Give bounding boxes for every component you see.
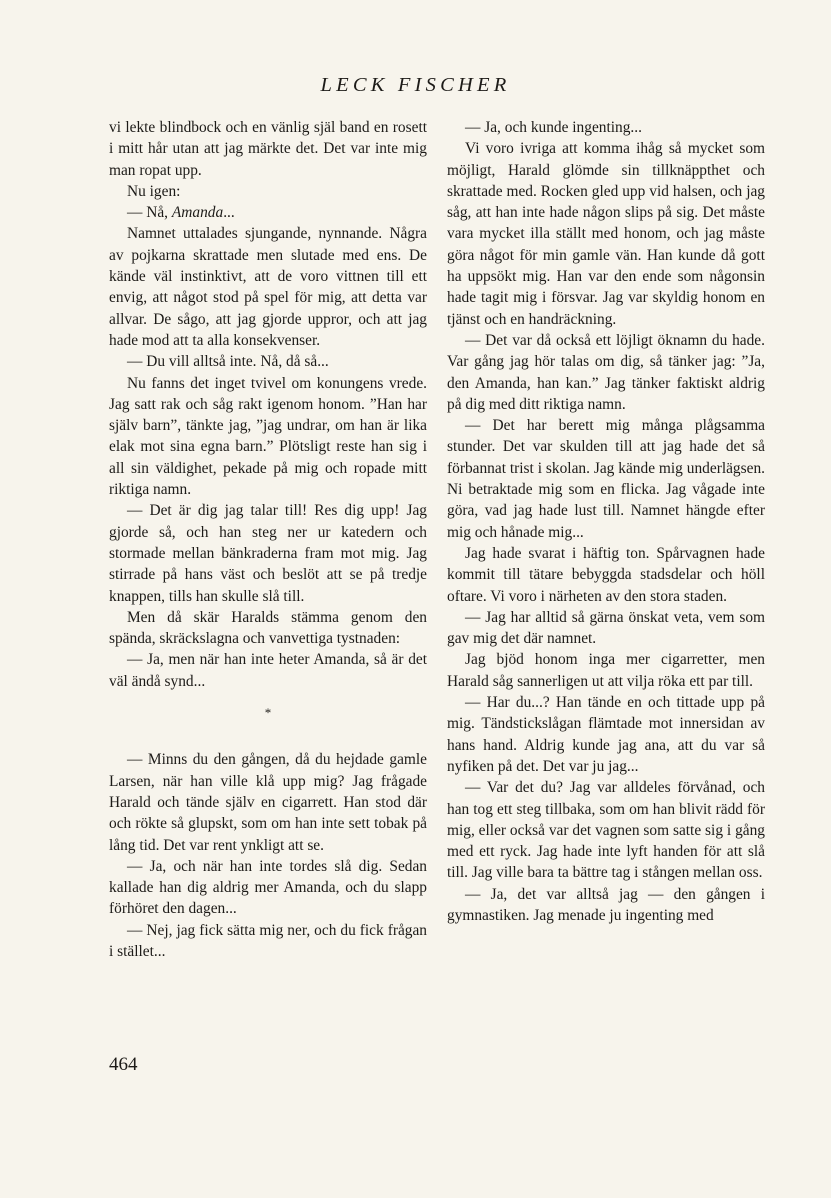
ellipsis: ... <box>223 204 235 222</box>
page-number: 464 <box>109 1054 138 1075</box>
paragraph: Vi voro ivriga att komma ihåg så mycket som möjligt, Harald glömde sin tillknäppthet och skrattade med. Rocken gled upp vid halsen, och jag såg, att han inte hade någon slips på sig. Det måste vara mycket illa ställt med honom, och jag måste göra något för min gamle vän. Han kunde då gott ha uppsökt mig. Han var den ende som någonsin hade tagit mig i försvar. Jag var skyldig honom en tjänst och en handräckning. <box>447 140 765 328</box>
paragraph: Namnet uttalades sjungande, nynnande. Några av pojkarna skrattade men slutade med ens. De kände väl instinktivt, att de voro vittnen till ett envig, att något stod på spel för mig, att detta var allvar. De sågo, att jag gjorde uppror, och att jag hade mod att ta alla konsekvenser. <box>109 225 427 349</box>
paragraph: Nu fanns det inget tvivel om konungens vrede. Jag satt rak och såg rakt igenom honom. ”Han har själv barn”, tänkte jag, ”jag undrar, om han är lika elak mot sina egna barn.” Plötsligt reste han sig i all sin väldighet, pekade på mig och ropade mitt riktiga namn. <box>109 374 427 499</box>
paragraph: — Ja, och kunde ingenting... <box>465 119 642 136</box>
paragraph: — Jag har alltid så gärna önskat veta, vem som gav mig det där namnet. <box>447 608 765 648</box>
italic-name: Amanda <box>171 204 224 222</box>
dialogue-dash: — Nå, <box>127 204 172 222</box>
paragraph: — Har du...? Han tände en och tittade upp på mig. Tändstickslågan flämtade mot innersidan av hans hand. Aldrig kunde jag ana, att du var så nyfiken på det. Det var ju jag... <box>447 694 765 775</box>
paragraph: Jag hade svarat i häftig ton. Spårvagnen hade kommit till tätare bebyggda stadsdelar och höll oftare. Vi voro i närheten av den stora staden. <box>447 544 765 605</box>
running-header: LECK FISCHER <box>320 74 511 96</box>
paragraph: — Var det du? Jag var alldeles förvånad, och han tog ett steg tillbaka, som om han blivit rädd för mig, eller också var det vagnen som satte sig i gång med ett ryck. Jag hade inte lyft handen för att slå till. Jag ville bara ta bättre tag i stången mellan oss. <box>447 779 765 882</box>
paragraph: — Ja, och när han inte tordes slå dig. Sedan kallade han dig aldrig mer Amanda, och du slapp förhöret den dagen... <box>109 857 427 918</box>
paragraph: Men då skär Haralds stämma genom den spända, skräckslagna och vanvettiga tystnaden: <box>109 608 427 648</box>
paragraph <box>109 202 427 223</box>
paragraph: — Du vill alltså inte. Nå, då så... <box>127 353 329 371</box>
right-column <box>447 117 765 926</box>
left-column <box>109 117 427 962</box>
section-break: * <box>264 705 272 721</box>
paragraph: — Ja, det var alltså jag — den gången i gymnastiken. Jag menade ju ingenting med <box>447 885 765 924</box>
paragraph: — Det har berett mig många plågsamma stunder. Det var skulden till att jag hade det så förbannat trist i skolan. Jag kände mig underlägsen. Ni betraktade mig som en flicka. Jag vågade inte göra, vad jag hade lust till. Namnet hängde efter mig och hånade mig... <box>447 417 765 541</box>
paragraph: — Det är dig jag talar till! Res dig upp! Jag gjorde så, och han steg ner ur katedern och stormade mellan bänkraderna fram mot mig. Jag stirrade på hans väst och beslöt att se på tredje knappen, tills han skulle slå till. <box>109 502 427 605</box>
paragraph: vi lekte blindbock och en vänlig själ band en rosett i mitt hår utan att jag märkte det. Det var inte mig man ropat upp. <box>109 119 427 179</box>
paragraph: Jag bjöd honom inga mer cigarretter, men Harald såg sannerligen ut att vilja röka ett par till. <box>447 651 765 690</box>
paragraph: — Det var då också ett löjligt öknamn du hade. Var gång jag hör talas om dig, så tänker jag: ”Ja, den Amanda, han kan.” Jag tänker faktiskt aldrig på dig med ditt riktiga namn. <box>447 331 765 413</box>
paragraph: — Minns du den gången, då du hejdade gamle Larsen, när han ville klå upp mig? Jag frågade Harald och tände själv en cigarrett. Han stod där och rökte så glupskt, som om han inte sett tobak på lång tid. Det var rent ynkligt att se. <box>109 751 427 854</box>
paragraph: — Ja, men när han inte heter Amanda, så är det väl ändå synd... <box>109 651 427 690</box>
paragraph: — Nej, jag fick sätta mig ner, och du fick frågan i stället... <box>109 921 427 960</box>
paragraph: Nu igen: <box>127 182 181 200</box>
